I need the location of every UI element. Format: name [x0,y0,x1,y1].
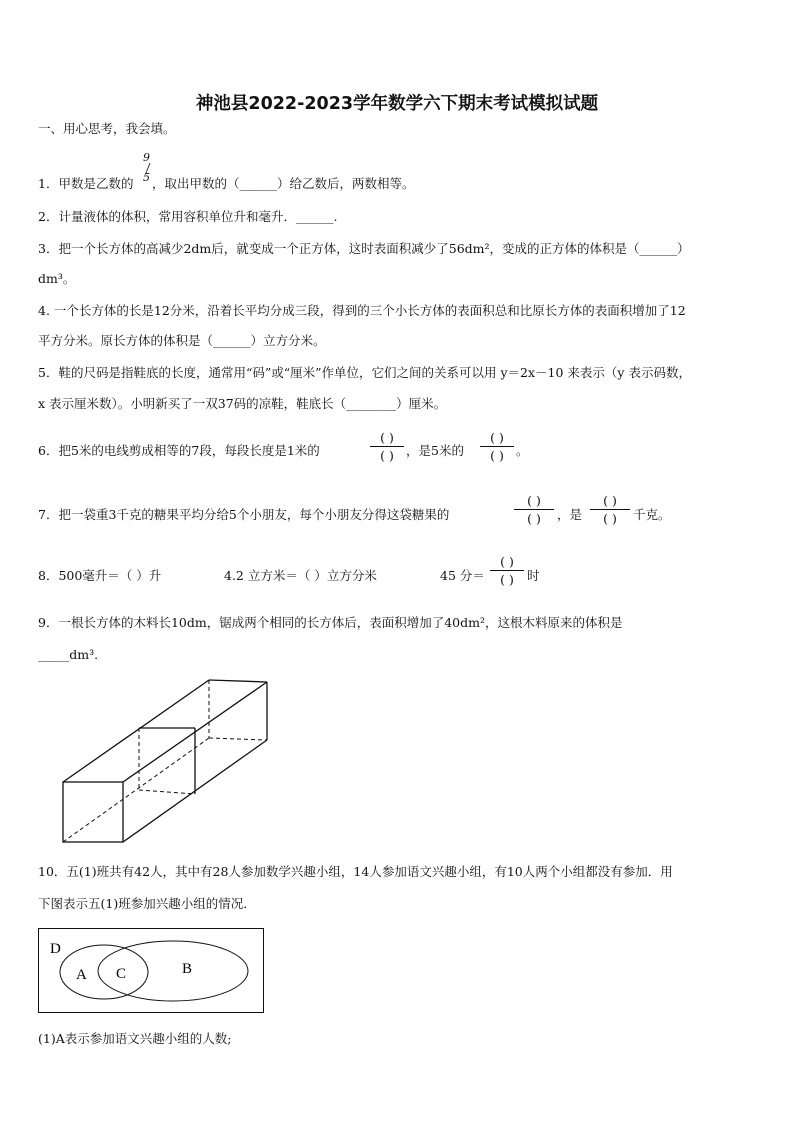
fraction-denominator: ( ) [500,572,514,587]
q6-part2: ，是5米的 [406,443,464,458]
venn-label-b: B [182,961,193,977]
q8-part4: 时 [527,568,540,583]
q1-text-suffix: ，取出甲数的（______）给乙数后，两数相等。 [152,176,415,191]
venn-label-c: C [116,966,127,982]
fraction-numerator: ( ) [527,493,541,508]
venn-label-a: A [76,967,87,983]
fraction-denominator: ( ) [603,511,617,526]
q5-line2: x 表示厘米数）。小明新买了一双37码的凉鞋，鞋底长（________）厘米。 [38,396,447,411]
q9-line2: _____dm³. [38,647,99,662]
q3-line2: dm³。 [38,271,76,286]
fraction-numerator: ( ) [380,430,394,445]
fraction-numerator: ( ) [500,554,514,569]
q6-blank-fraction-1 [370,429,404,464]
q7-part1: 7．把一袋重3千克的糖果平均分给5个小朋友，每个小朋友分得这袋糖果的 [38,507,450,522]
q5-line1: 5．鞋的尺码是指鞋底的长度，通常用“码”或“厘米”作单位，它们之间的关系可以用 y＝2x－10 来表示（y 表示码数， [38,365,691,380]
fraction-numerator: ( ) [603,493,617,508]
q7-blank-fraction-2 [590,492,630,527]
venn-set-a [60,945,148,999]
q1-fraction-numerator: 9 [143,151,150,164]
q8-part1: 8．500毫升＝（ ）升 [38,568,162,583]
q4-line2: 平方分米。原长方体的体积是（______）立方分米。 [38,333,326,348]
q6-blank-fraction-2 [480,429,514,464]
q1-text-prefix: 1．甲数是乙数的 [38,176,134,191]
venn-diagram [38,928,264,1014]
q10-line2: 下图表示五(1)班参加兴趣小组的情况． [38,896,256,911]
fraction-denominator: ( ) [380,448,394,463]
q8-part3: 45 分＝ [440,568,485,583]
q6-part1: 6．把5米的电线剪成相等的7段，每段长度是1米的 [38,443,320,458]
q1-fraction-denominator: 5 [143,171,150,184]
q7-blank-fraction-1 [514,492,554,527]
q8-part2: 4.2 立方米＝（ ）立方分米 [224,568,377,583]
fraction-denominator: ( ) [527,511,541,526]
venn-label-d: D [50,941,61,957]
fraction-denominator: ( ) [490,448,504,463]
page-title: 神池县2022-2023学年数学六下期末考试模拟试题 [195,94,599,114]
q2-text: 2．计量液体的体积，常用容积单位升和毫升．______. [38,209,338,224]
q3-line1: 3．把一个长方体的高减少2dm后，就变成一个正方体，这时表面积减少了56dm²，变成的正方体的体积是（______） [38,241,690,256]
q7-part3: 千克。 [633,507,671,522]
cuboid-figure [55,676,275,846]
fraction-numerator: ( ) [490,430,504,445]
q7-part2: ，是 [557,507,583,522]
section-heading: 一、用心思考，我会填。 [38,121,176,136]
q6-part3: 。 [516,443,529,458]
q4-line1: 4. 一个长方体的长是12分米，沿着长平均分成三段，得到的三个小长方体的表面积总和比原长方体的表面积增加了12 [38,303,686,318]
q10-sub1: (1)A表示参加语文兴趣小组的人数; [38,1031,232,1046]
q8-blank-fraction [490,553,524,588]
q10-line1: 10．五(1)班共有42人，其中有28人参加数学兴趣小组，14人参加语文兴趣小组，有10人两个小组都没有参加．用 [38,864,673,879]
q9-line1: 9．一根长方体的木料长10dm，锯成两个相同的长方体后，表面积增加了40dm²，这根木料原来的体积是 [38,615,623,630]
